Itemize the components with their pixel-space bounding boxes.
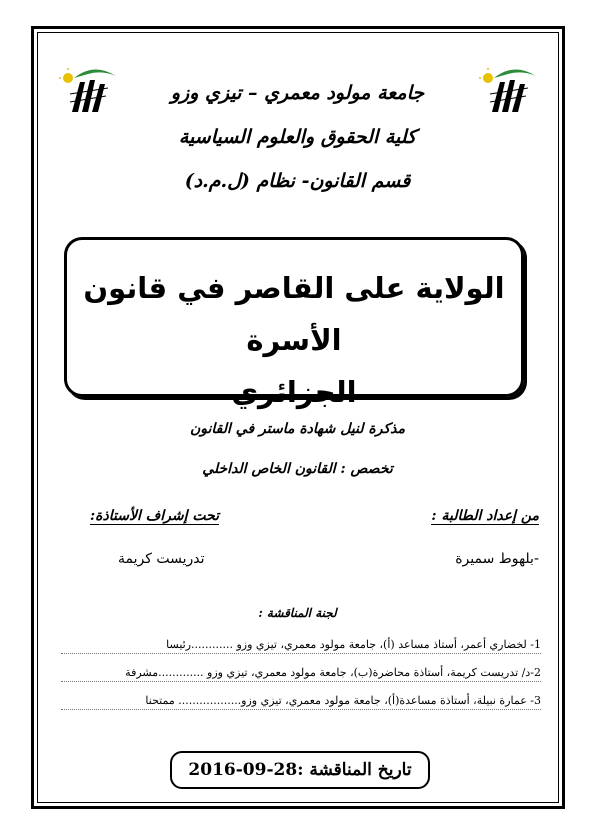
jury-title: لجنة المناقشة : — [258, 606, 337, 620]
defense-date: تاريخ المناقشة :28-09-2016 — [170, 751, 430, 789]
student-name: -بلهوط سميرة — [455, 551, 539, 567]
supervisor-name: تدريست كريمة — [118, 551, 205, 567]
jury-member-1: 1- لخضاري أعمر، أستاذ مساعد (أ)، جامعة مولود معمري، تيزي وزو ............رئيسا — [61, 638, 541, 654]
memo-statement: مذكرة لنيل شهادة ماستر في القانون — [190, 421, 405, 437]
thesis-title-line2: الجزائري — [231, 375, 357, 409]
specialty: تخصص : القانون الخاص الداخلي — [202, 461, 393, 477]
jury-member-2: 2-د/ تدريست كريمة، أستاذة محاضرة(ب)، جامعة مولود معمري، تيزي وزو .............مشرفة — [61, 666, 541, 682]
supervisor-label: تحت إشراف الأستاذة: — [90, 508, 220, 524]
jury-member-3: 3- عمارة نبيلة، أستاذة مساعدة(أ)، جامعة مولود معمري، تيزي وزو.................. ممتحنا — [61, 694, 541, 710]
department-name: قسم القانون- نظام (ل.م.د) — [184, 170, 411, 192]
thesis-title-line1: الولاية على القاصر في قانون الأسرة — [83, 271, 505, 357]
prepared-by-label: من إعداد الطالبة : — [431, 508, 539, 524]
university-name: جامعة مولود معمري – تيزي وزو — [170, 82, 425, 104]
faculty-name: كلية الحقوق والعلوم السياسية — [178, 126, 417, 148]
thesis-title — [70, 262, 518, 418]
